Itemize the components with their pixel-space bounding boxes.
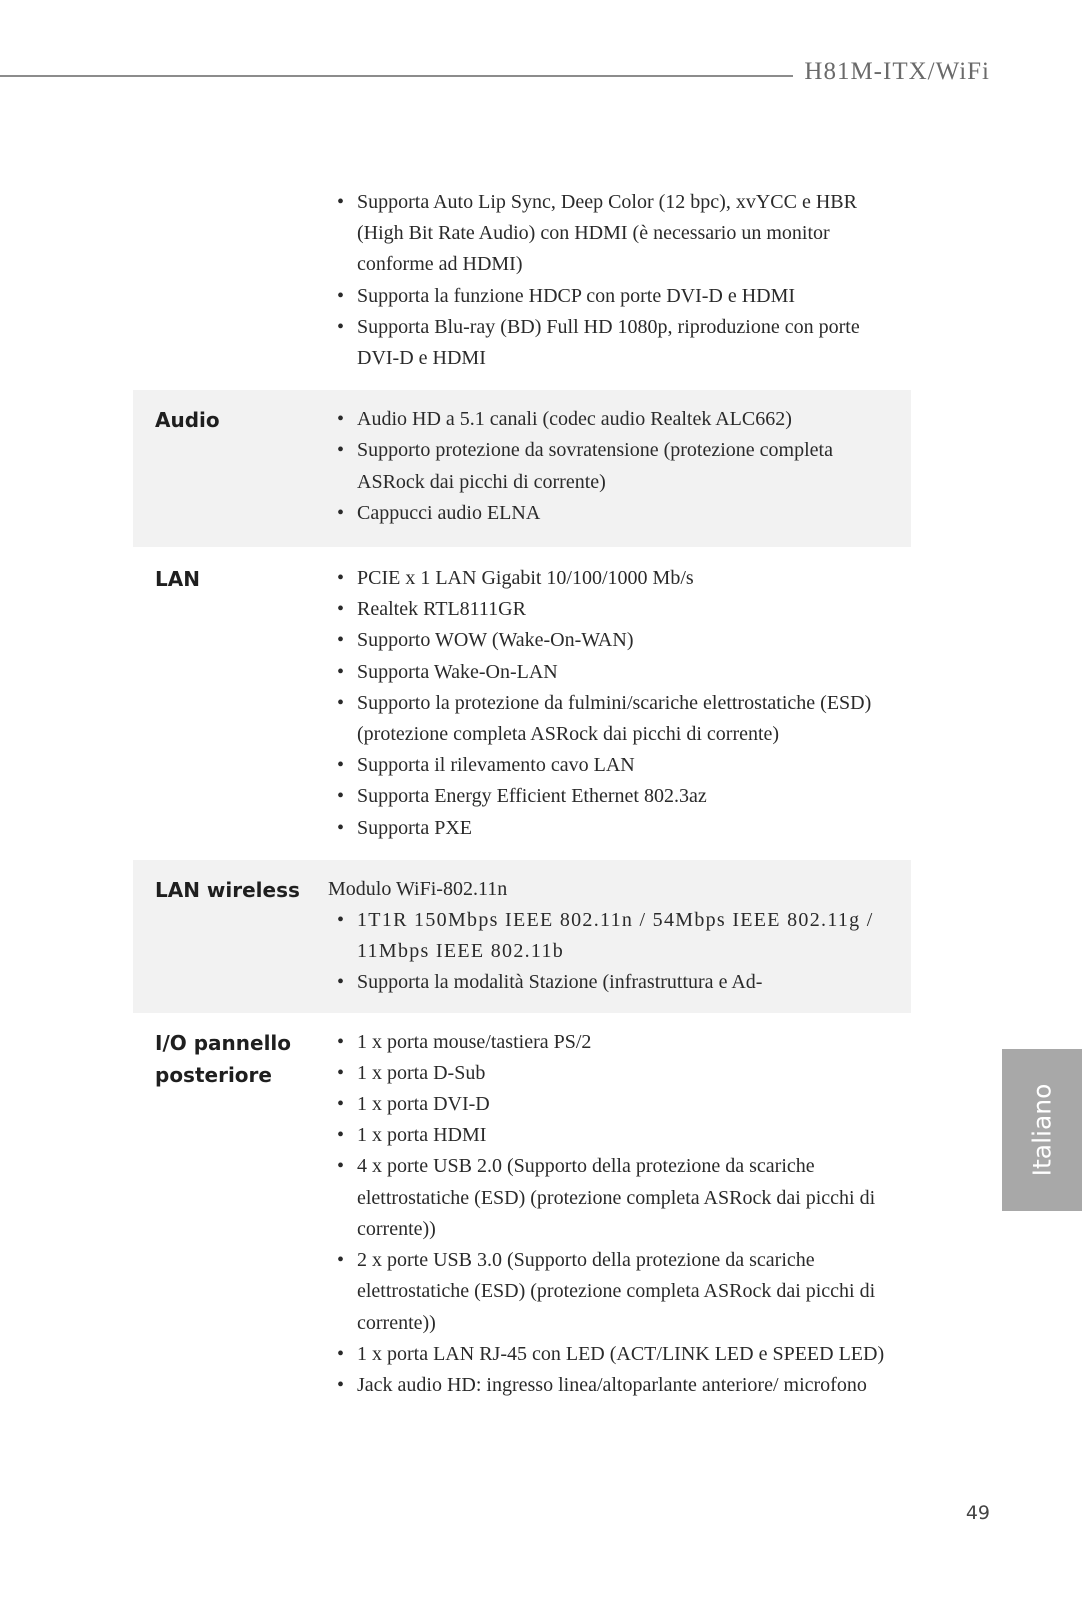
language-side-tab: [1002, 1049, 1082, 1211]
list-item: • 1 x porta HDMI: [328, 1120, 889, 1151]
list-item: • Cappucci audio ELNA: [328, 498, 889, 529]
list-item: • Realtek RTL8111GR: [328, 594, 889, 625]
spec-row-rear-io: [133, 1013, 911, 1401]
list-item: • Supporta Auto Lip Sync, Deep Color (12 bpc), xvYCC e HBR (High Bit Rate Audio) con HDMI (è necessario un monitor conforme ad HDMI): [328, 187, 889, 281]
spec-row-audio: [133, 390, 911, 547]
list-item: • Supporta PXE: [328, 813, 889, 844]
row-label: Audio: [155, 408, 220, 433]
list-item: • Supporta la funzione HDCP con porte DVI-D e HDMI: [328, 281, 889, 312]
row-intro: Modulo WiFi-802.11n: [328, 877, 508, 900]
row-label: LAN: [155, 567, 200, 592]
list-item: • PCIE x 1 LAN Gigabit 10/100/1000 Mb/s: [328, 563, 889, 594]
list-item: • Supporto WOW (Wake-On-WAN): [328, 625, 889, 656]
bullet-list: [328, 1027, 889, 1401]
spec-table: [133, 187, 911, 1401]
list-item: • 1 x porta D-Sub: [328, 1058, 889, 1089]
list-item: • 1 x porta DVI-D: [328, 1089, 889, 1120]
list-item: • 1 x porta LAN RJ-45 con LED (ACT/LINK LED e SPEED LED): [328, 1339, 889, 1370]
row-content: [328, 404, 911, 529]
header-title: H81M-ITX/WiFi: [804, 58, 990, 85]
spec-row-wireless-lan: [133, 860, 911, 1013]
list-item: • Supporta Wake-On-LAN: [328, 657, 889, 688]
spec-row-lan: [133, 547, 911, 860]
list-item: • Supporto protezione da sovratensione (protezione completa ASRock dai picchi di corrente): [328, 435, 889, 497]
list-item: • 1 x porta mouse/tastiera PS/2: [328, 1027, 889, 1058]
row-content: [328, 563, 911, 844]
bullet-list: [328, 563, 889, 844]
language-tab-label: Italiano: [1027, 1083, 1057, 1177]
list-item: • Supporto la protezione da fulmini/scariche elettrostatiche (ESD) (protezione completa ASRock dai picchi di corrente): [328, 688, 889, 750]
row-label: I/O pannello posteriore: [155, 1030, 292, 1087]
list-item: • 1T1R 150Mbps IEEE 802.11n / 54Mbps IEEE 802.11g / 11Mbps IEEE 802.11b: [328, 905, 889, 967]
list-item: • Supporta il rilevamento cavo LAN: [328, 750, 889, 781]
spec-row-video-continued: [133, 187, 911, 390]
list-item: • 2 x porte USB 3.0 (Supporto della protezione da scariche elettrostatiche (ESD) (protezione completa ASRock dai picchi di corrente)): [328, 1245, 889, 1339]
row-content: [328, 874, 911, 999]
row-label: LAN wireless: [155, 877, 300, 902]
list-item: • Supporta la modalità Stazione (infrastruttura e Ad-: [328, 967, 889, 998]
row-content: [328, 1027, 911, 1401]
bullet-list: [328, 905, 889, 999]
bullet-list: [328, 187, 889, 374]
list-item: • Supporta Blu-ray (BD) Full HD 1080p, riproduzione con porte DVI-D e HDMI: [328, 312, 889, 374]
row-label: [155, 187, 328, 374]
list-item: • 4 x porte USB 2.0 (Supporto della protezione da scariche elettrostatiche (ESD) (protezione completa ASRock dai picchi di corrente)): [328, 1151, 889, 1245]
list-item: • Supporta Energy Efficient Ethernet 802.3az: [328, 781, 889, 812]
list-item: • Audio HD a 5.1 canali (codec audio Realtek ALC662): [328, 404, 889, 435]
header-rule: [0, 75, 793, 77]
list-item: • Jack audio HD: ingresso linea/altoparlante anteriore/ microfono: [328, 1370, 889, 1401]
row-content: [328, 187, 911, 374]
bullet-list: [328, 404, 889, 529]
page-number: 49: [965, 1502, 990, 1524]
